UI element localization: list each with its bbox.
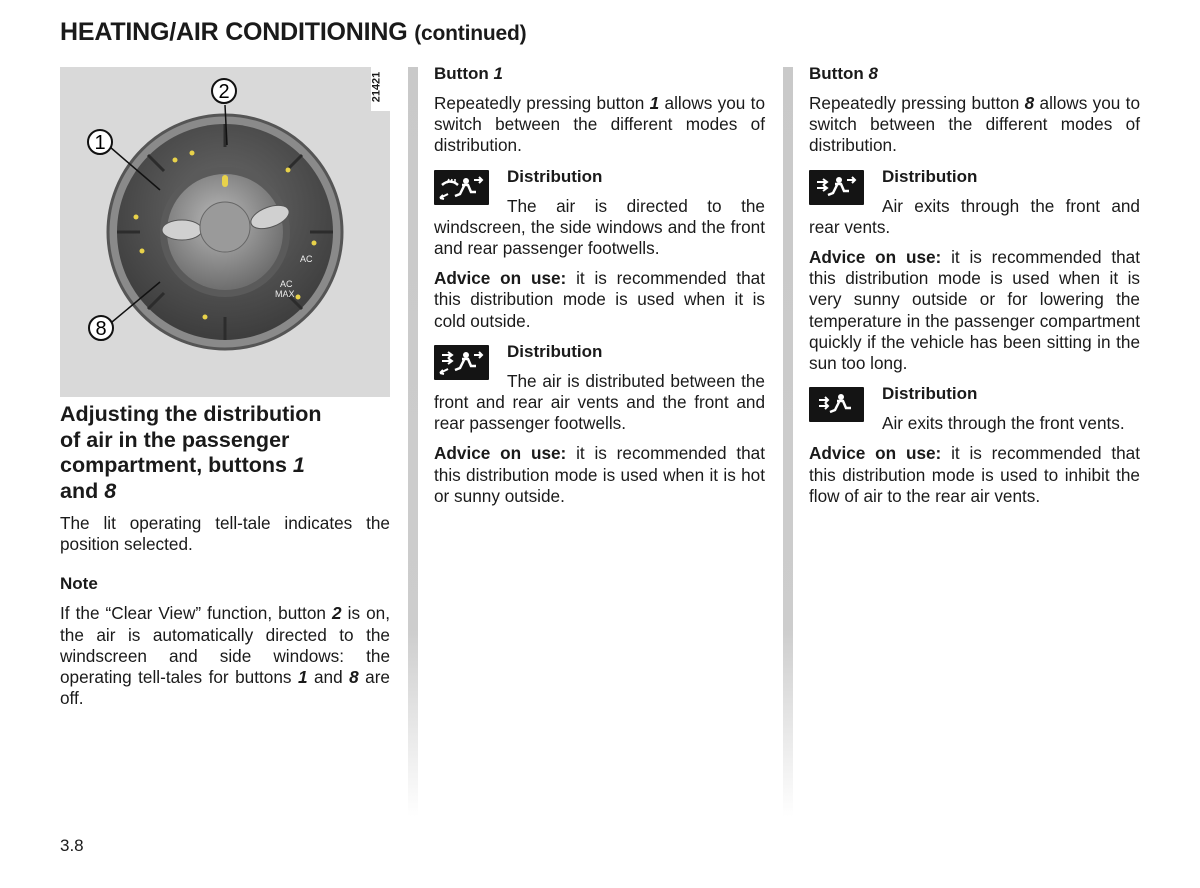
windscreen-feet-distribution-icon <box>434 170 489 205</box>
figure-reference <box>371 67 390 111</box>
button-8-heading: Button 8 <box>809 64 878 83</box>
distribution-title: Distribution <box>507 166 603 186</box>
distribution-title: Distribution <box>882 384 978 404</box>
button-1-heading: Button 1 <box>434 64 503 83</box>
page-title <box>60 18 526 47</box>
note-heading: Note <box>60 574 98 594</box>
button-8-intro: Repeatedly pressing button 8 allows you to switch between the different modes of distribution. <box>809 93 1140 156</box>
distribution-block-front-vents <box>809 383 1140 434</box>
button-1-intro: Repeatedly pressing button 1 allows you to switch between the different modes of distribution. <box>434 93 765 156</box>
distribution-text: Air exits through the front vents. <box>882 413 1125 434</box>
callout-2: 2 <box>218 81 230 103</box>
svg-text:MAX: MAX <box>275 289 295 299</box>
distribution-block-windscreen <box>434 166 765 260</box>
front-vents-icon <box>809 387 864 422</box>
page-title-suffix: (continued) <box>414 22 527 45</box>
callout-8: 8 <box>95 318 107 340</box>
column-separator-left <box>408 67 418 817</box>
distribution-block-front-rear <box>809 166 1140 238</box>
distribution-title: Distribution <box>882 166 978 186</box>
front-rear-vents-icon <box>809 170 864 205</box>
section-heading: Adjusting the distribution of air in the passenger compartment, buttons 1 and 8 <box>60 402 322 503</box>
note-paragraph: If the “Clear View” function, button 2 is on, the air is automatically directed to the windscreen and side windows: the operating tell-tales for buttons 1 and 8 are off. <box>60 603 390 709</box>
distribution-block-vents-feet <box>434 341 765 435</box>
middle-column <box>434 63 765 507</box>
advice-paragraph: Advice on use: it is recommended that this distribution mode is used to inhibit the flow of air to the rear air vents. <box>809 443 1140 506</box>
distribution-title: Distribution <box>507 341 603 361</box>
left-column <box>60 402 390 709</box>
callout-1: 1 <box>94 132 106 154</box>
control-panel-illustration <box>60 67 390 397</box>
intro-paragraph: The lit operating tell-tale indicates the position selected. <box>60 513 390 555</box>
page-title-main: HEATING/AIR CONDITIONING <box>60 18 408 46</box>
column-separator-right <box>783 67 793 817</box>
right-column <box>809 63 1140 507</box>
advice-paragraph: Advice on use: it is recommended that this distribution mode is used when it is hot or sunny outside. <box>434 443 765 506</box>
control-panel-figure <box>60 67 390 397</box>
figure-reference-number: 21421 <box>370 71 383 103</box>
advice-paragraph: Advice on use: it is recommended that this distribution mode is used when it is cold outside. <box>434 268 765 331</box>
distribution-text: Air exits through the front and rear vents. <box>809 195 1140 237</box>
vents-feet-distribution-icon <box>434 345 489 380</box>
advice-paragraph: Advice on use: it is recommended that this distribution mode is used when it is very sunny outside or for lowering the temperature in the passenger compartment quickly if the vehicle has been sitting in the sun too long. <box>809 247 1140 374</box>
distribution-text: The air is distributed between the front and rear air vents and the front and rear passenger footwells. <box>434 370 765 434</box>
distribution-text: The air is directed to the windscreen, the side windows and the front and rear passenger footwells. <box>434 195 765 259</box>
ac-max-label: AC <box>280 279 293 289</box>
ac-label: AC <box>300 254 313 264</box>
page-number: 3.8 <box>60 836 84 855</box>
